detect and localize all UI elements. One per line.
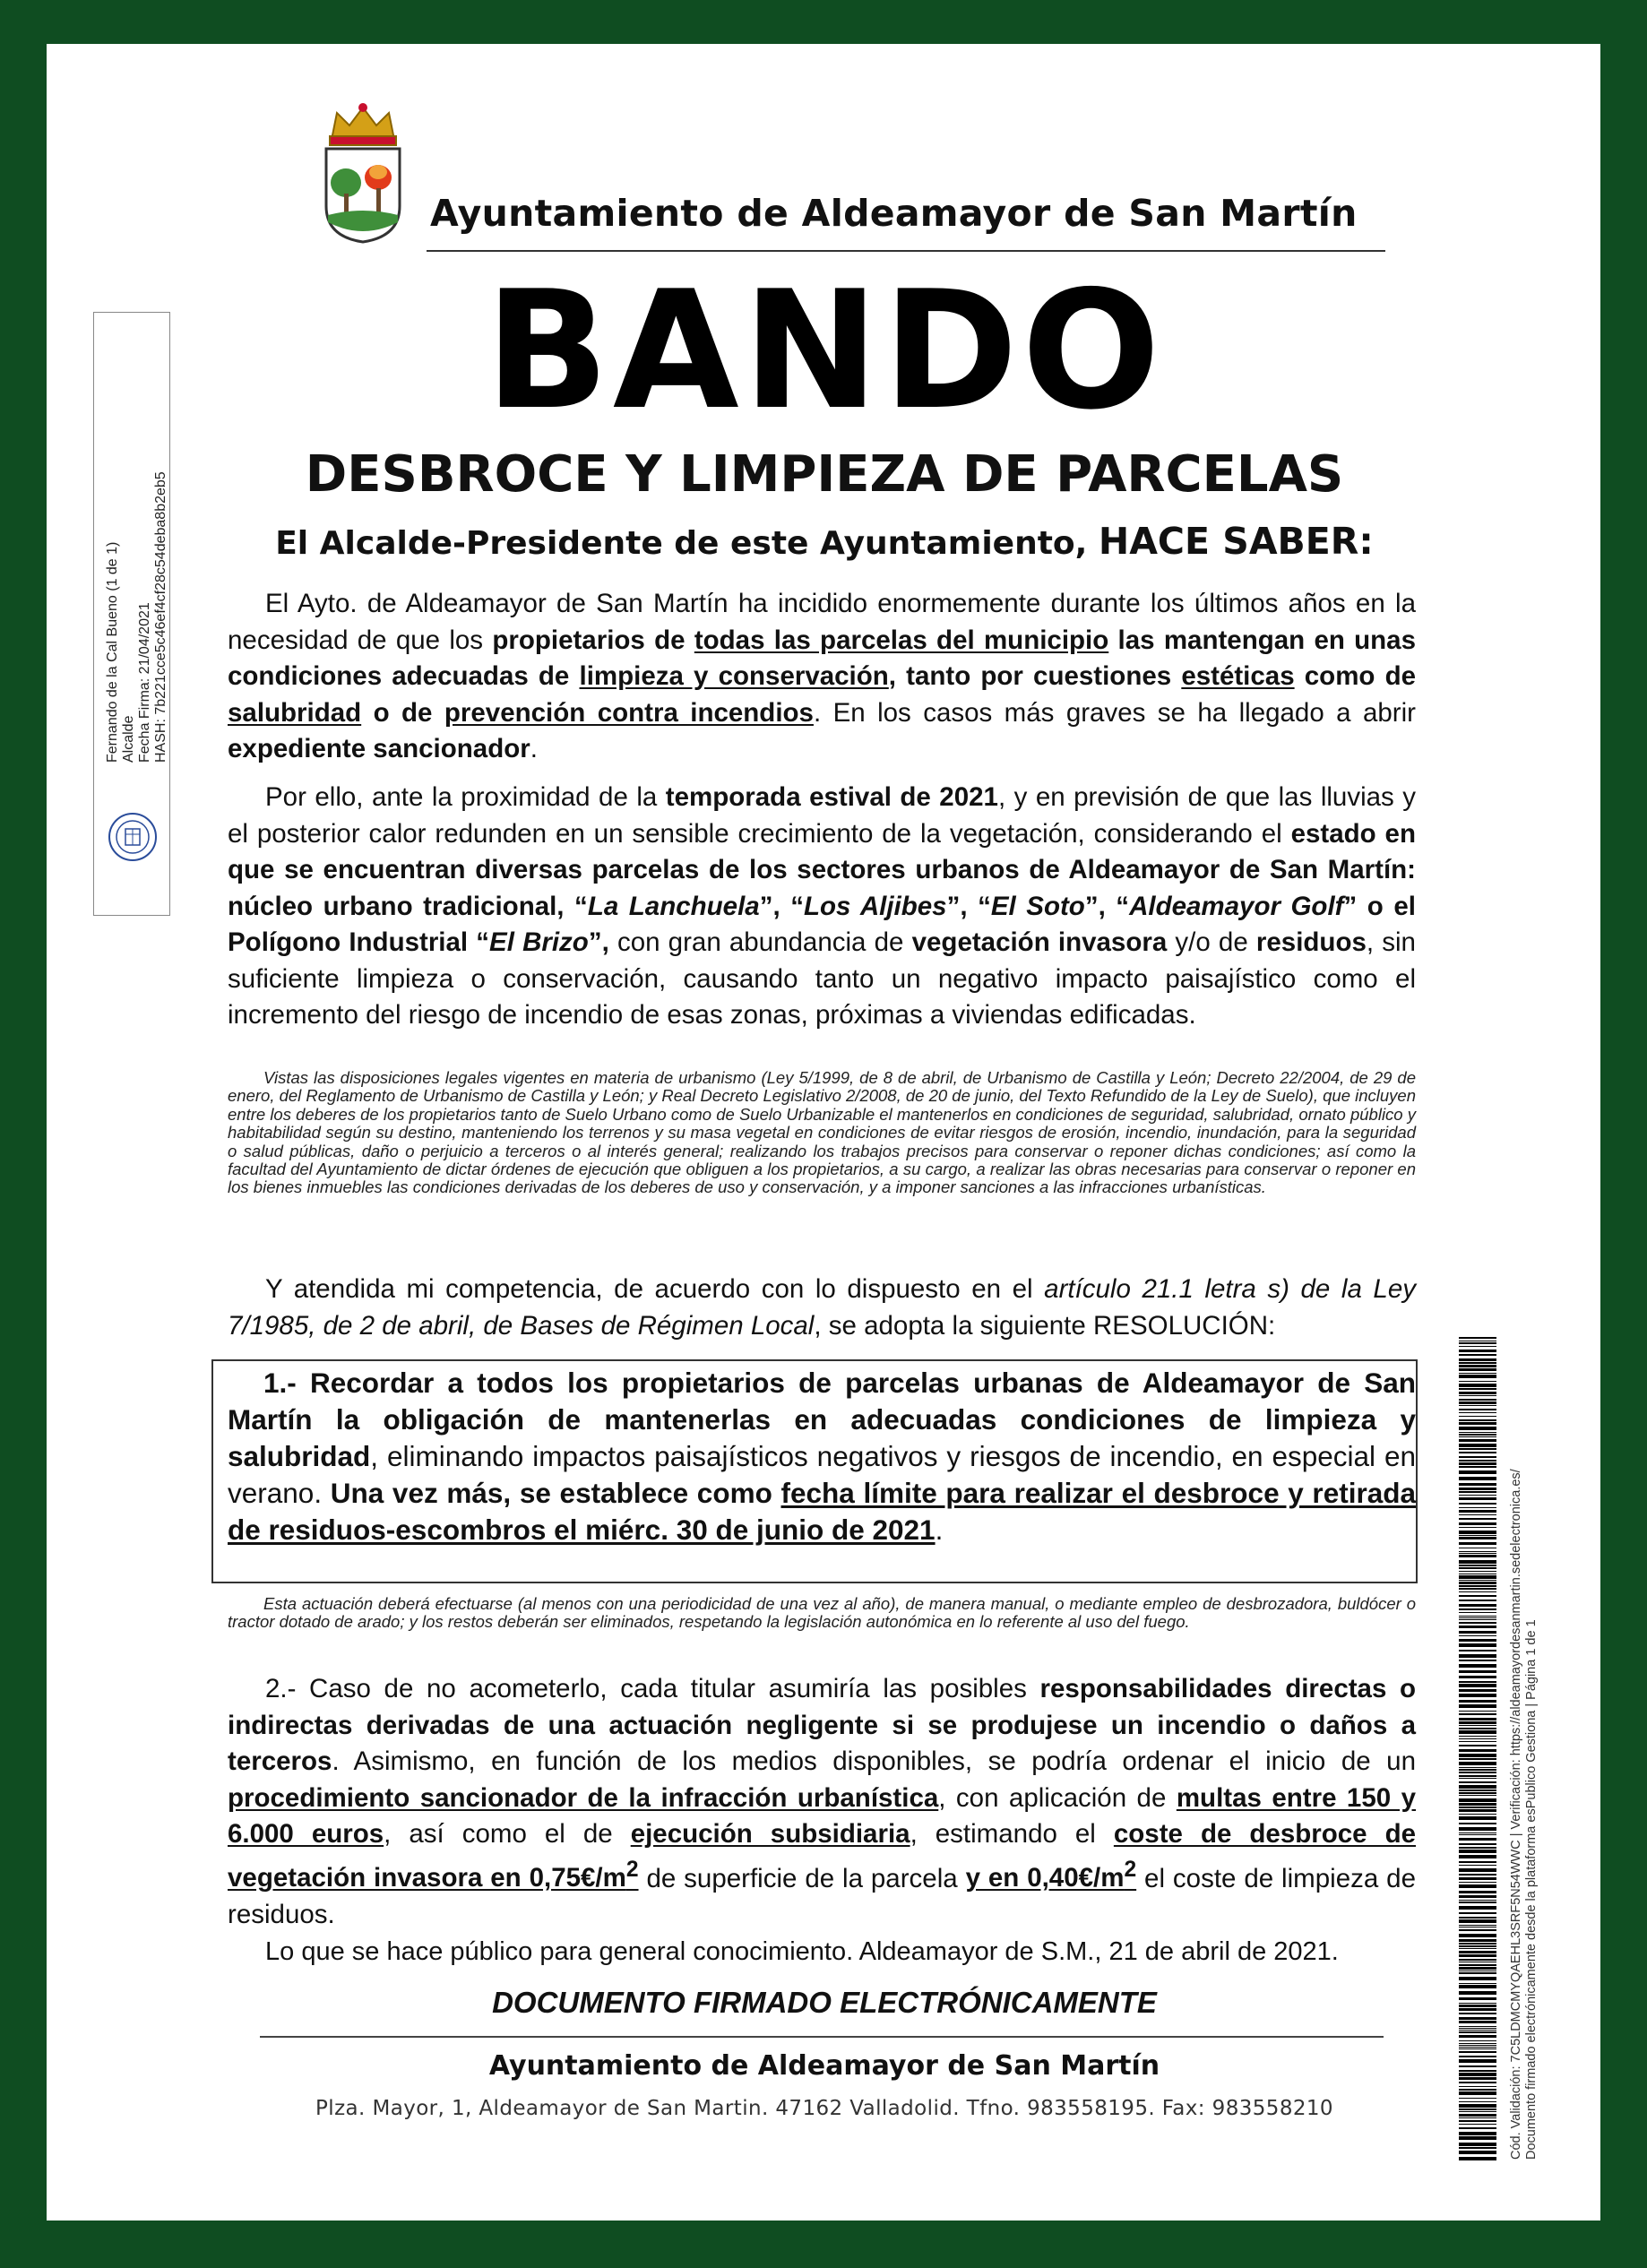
signature-hash: HASH: 7b221cce5c46ef4cf28c54deba8b2eb5	[153, 471, 168, 763]
signature-date: Fecha Firma: 21/04/2021	[137, 602, 152, 763]
paragraph-1: El Ayto. de Aldeamayor de San Martín ha incidido enormemente durante los últimos años en la necesidad de que los propietarios de todas las parcelas del municipio las mantengan en unas condiciones adecuadas de limpieza y conservación, tanto por cuestiones estéticas como de salubridad o de prevención contra incendios. En los casos más graves se ha llegado a abrir expediente sancionador.	[228, 589, 1417, 763]
document-title: BANDO	[485, 255, 1164, 445]
closing-statement: Lo que se hace público para general conocimiento. Aldeamayor de S.M., 21 de abril de 2021.	[265, 1937, 1339, 1966]
header-divider	[427, 250, 1385, 252]
signer-name: Fernando de la Cal Bueno (1 de 1)	[105, 541, 120, 763]
signature-sidebar	[93, 312, 170, 916]
footer-address: Plza. Mayor, 1, Aldeamayor de San Martin. 47162 Valladolid. Tfno. 983558195. Fax: 983558210	[315, 2097, 1333, 2120]
verification-line-2: Documento firmado electrónicamente desde la plataforma esPublico Gestiona | Página 1 de 1	[1524, 1619, 1539, 2160]
execution-note: Esta actuación deberá efectuarse (al menos con una periodicidad de una vez al año), de manera manual, o mediante empleo de desbrozadora, buldócer o tractor dotado de arado; y los restos deberán ser eliminados, respetando la legislación autonómica en lo referente al uso del fuego.	[228, 1594, 1416, 1632]
stamp-icon	[107, 811, 159, 863]
paragraph-2: Por ello, ante la proximidad de la temporada estival de 2021, y en previsión de que las lluvias y el posterior calor redunden en un sensible crecimiento de la vegetación, considerando el estado en que se encuentran diversas parcelas de los sectores urbanos de Aldeamayor de San Martín: núcleo urbano tradicional, “La Lanchuela”, “Los Aljibes”, “El Soto”, “Aldeamayor Golf” o el Polígono Industrial “El Brizo”, con gran abundancia de vegetación invasora y/o de residuos, sin suficiente limpieza o conservación, causando tanto un negativo impacto paisajístico como el incremento del riesgo de incendio de esas zonas, próximas a viviendas edificadas.	[228, 782, 1417, 1030]
crest-icon	[319, 100, 407, 244]
signer-role: Alcalde	[121, 715, 136, 763]
paragraph-3: Y atendida mi competencia, de acuerdo con lo dispuesto en el artículo 21.1 letra s) de la Ley 7/1985, de 2 de abril, de Bases de Régimen Local, se adopta la siguiente RESOLUCIÓN:	[228, 1274, 1416, 1341]
verification-line-1: Cód. Validación: 7C5LDMCMYQAEHL3SRF5N54WWC | Verificación: https://aldeamayordesanmartin.sedelectronica.es/	[1509, 1469, 1523, 2160]
signature-text	[105, 207, 169, 763]
footer-divider	[260, 2036, 1384, 2038]
intro-emphasis: HACE SABER:	[1098, 520, 1374, 563]
legal-note: Vistas las disposiciones legales vigentes en materia de urbanismo (Ley 5/1999, de 8 de abril, de Urbanismo de Castilla y León; Decreto 22/2004, de 29 de enero, del Reglamento de Urbanismo de Castilla y León; y Real Decreto Legislativo 2/2008, de 20 de junio, del Texto Refundido de la Ley de Suelo), que incluyen entre los deberes de los propietarios tanto de Suelo Urbano como de Suelo Urbanizable el mantenerlos en condiciones de seguridad, salubridad, ornato público y habitabilidad según su destino, manteniendo los terrenos y su masa vegetal en condiciones de evitar riesgos de erosión, incendio, inundación, para la seguridad o salud públicas, daño o perjuicio a terceros o al interés general; realizando los trabajos precisos para conservar o reponer dichas condiciones; así como la facultad del Ayuntamiento de dictar órdenes de ejecución que obliguen a los propietarios, a su cargo, a realizar las obras necesarias para conservar o reponer en los bienes inmuebles las condiciones derivadas de los deberes de uso y conservación, y a imponer sanciones a las infracciones urbanísticas.	[228, 1068, 1416, 1197]
footer-name: Ayuntamiento de Aldeamayor de San Martín	[488, 2050, 1160, 2082]
resolution-2: 2.- Caso de no acometerlo, cada titular asumiría las posibles responsabilidades directas o indirectas derivadas de una actuación negligente si se produjese un incendio o daños a terceros. Asimismo, en función de los medios disponibles, se podría ordenar el inicio de un procedimiento sancionador de la infracción urbanística, con aplicación de multas entre 150 y 6.000 euros, así como el de ejecución subsidiaria, estimando el coste de desbroce de vegetación invasora en $0,75€/m^2$ de superficie de la parcela y en $0,40€/m^2$ el coste de limpieza de residuos.	[228, 1674, 1417, 1929]
verification-text	[1509, 1335, 1539, 2160]
resolution-1: 1.- Recordar a todos los propietarios de parcelas urbanas de Aldeamayor de San Martín la obligación de mantenerlas en adecuadas condiciones de limpieza y salubridad, eliminando impactos paisajísticos negativos y riesgos de incendio, en especial en verano. Una vez más, se establece como fecha límite para realizar el desbroce y retirada de residuos-escombros el miérc. 30 de junio de 2021.	[228, 1367, 1416, 1546]
intro-lead: El Alcalde-Presidente de este Ayuntamiento,	[275, 525, 1088, 562]
document-subtitle: DESBROCE Y LIMPIEZA DE PARCELAS	[305, 445, 1344, 504]
intro-line	[179, 520, 1470, 563]
signed-notice: DOCUMENTO FIRMADO ELECTRÓNICAMENTE	[492, 1986, 1157, 2019]
header-institution: Ayuntamiento de Aldeamayor de San Martín	[430, 192, 1358, 235]
barcode-icon	[1459, 1337, 1496, 2161]
